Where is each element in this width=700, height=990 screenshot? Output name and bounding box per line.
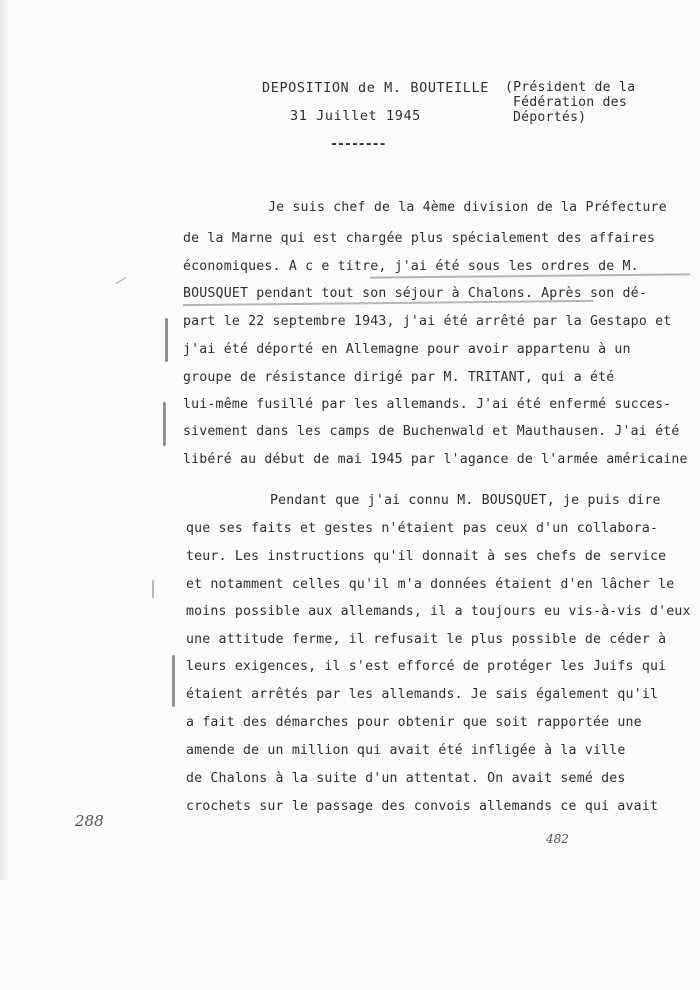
paragraph-2-line: et notamment celles qu'il m'a données étaient d'en lâcher le bbox=[186, 577, 675, 592]
paragraph-2-line: leurs exigences, il s'est efforcé de protéger les Juifs qui bbox=[186, 659, 667, 674]
margin-pencil-mark bbox=[165, 318, 168, 362]
paragraph-2-line: étaient arrêtés par les allemands. Je sais également qu'il bbox=[186, 687, 659, 702]
paragraph-2-line: moins possible aux allemands, il a toujours eu vis-à-vis d'eux bbox=[186, 604, 691, 619]
header-note-line-2: Fédération des bbox=[513, 95, 627, 110]
paragraph-1-line: part le 22 septembre 1943, j'ai été arrêté par la Gestapo et bbox=[183, 314, 672, 329]
margin-pencil-mark bbox=[163, 402, 166, 446]
paragraph-1-line: de la Marne qui est chargée plus spécialement des affaires bbox=[183, 231, 656, 246]
paragraph-2-line: Pendant que j'ai connu M. BOUSQUET, je puis dire bbox=[270, 493, 661, 508]
paragraph-2-line: a fait des démarches pour obtenir que soit rapportée une bbox=[186, 715, 642, 730]
paragraph-2-line: de Chalons à la suite d'un attentat. On avait semé des bbox=[186, 771, 626, 786]
paragraph-1-line: lui-même fusillé par les allemands. J'ai été enfermé succes- bbox=[183, 397, 672, 412]
paragraph-1-line: sivement dans les camps de Buchenwald et Mauthausen. J'ai été bbox=[183, 424, 680, 439]
document-date: 31 Juillet 1945 bbox=[290, 108, 421, 124]
paragraph-1-line: j'ai été déporté en Allemagne pour avoir appartenu à un bbox=[183, 342, 631, 357]
handwritten-margin-number: 288 bbox=[75, 812, 104, 830]
scan-edge bbox=[0, 0, 10, 880]
margin-tick-mark bbox=[116, 277, 127, 284]
paragraph-2-line: amende de un million qui avait été infligée à la ville bbox=[186, 743, 626, 758]
paragraph-1-line: BOUSQUET pendant tout son séjour à Chalons. Après son dé- bbox=[183, 286, 647, 301]
document-title: DEPOSITION de M. BOUTEILLE bbox=[262, 80, 489, 96]
paragraph-2-line: crochets sur le passage des convois allemands ce qui avait bbox=[186, 799, 659, 814]
paragraph-1-line: groupe de résistance dirigé par M. TRITANT, qui a été bbox=[183, 370, 615, 385]
paragraph-2-line: teur. Les instructions qu'il donnait à ses chefs de service bbox=[186, 549, 667, 564]
handwritten-page-number: 482 bbox=[546, 832, 569, 846]
paragraph-1-line: libéré au début de mai 1945 par l'agance de l'armée américaine bbox=[183, 452, 688, 467]
margin-pencil-mark bbox=[152, 580, 154, 598]
header-note-line-1: (Président de la bbox=[505, 80, 636, 95]
title-rule: -------- bbox=[330, 137, 386, 152]
header-note-line-3: Déportés) bbox=[513, 110, 587, 125]
paragraph-2-line: que ses faits et gestes n'étaient pas ceux d'un collabora- bbox=[186, 521, 659, 536]
paragraph-2-line: une attitude ferme, il refusait le plus possible de céder à bbox=[186, 632, 667, 647]
margin-pencil-mark bbox=[172, 655, 175, 707]
paragraph-1-line: économiques. A c e titre, j'ai été sous les ordres de M. bbox=[183, 259, 639, 274]
paragraph-1-line: Je suis chef de la 4ème division de la Préfecture bbox=[268, 200, 667, 215]
pencil-underline bbox=[370, 273, 690, 278]
